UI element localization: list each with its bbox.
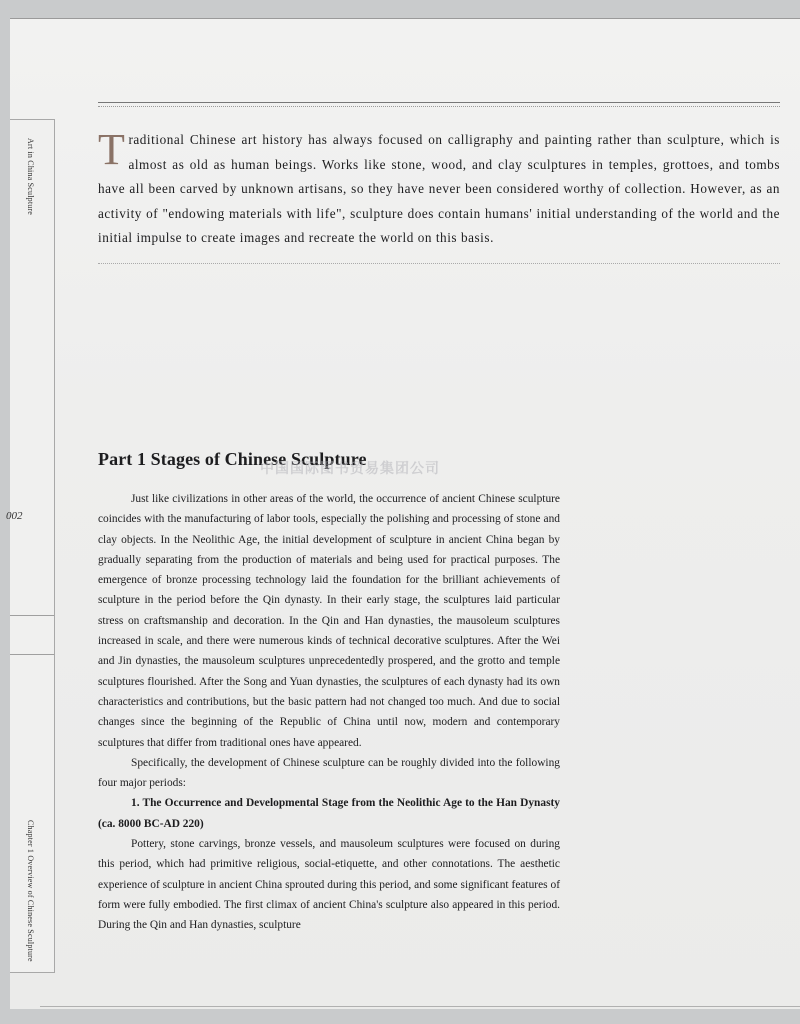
body-paragraph: Specifically, the development of Chinese sculpture can be roughly divided into the following four major periods: [98, 756, 560, 790]
top-rule-dotted [98, 106, 780, 107]
intro-text: raditional Chinese art history has always focused on calligraphy and painting rather than sculpture, which is almost as old as human beings. Works like stone, wood, and clay sculptures in temples, grottoes, and tombs have all been carved by unknown artisans, so they have never been considered worthy of collection. However, as an activity of "endowing materials with life", sculpture does contain humans' initial understanding of the world and the initial impulse to create images and recreate the world on this basis. [98, 132, 780, 246]
margin-strip [10, 119, 55, 973]
section-body [98, 489, 560, 936]
section-heading: Part 1 Stages of Chinese Sculpture [98, 449, 367, 469]
body-paragraph: Pottery, stone carvings, bronze vessels, and mausoleum sculptures were focused on during this period, which had primitive religious, social-etiquette, and other connotations. The aesthetic experience of sculpture in ancient China sprouted during this period, and some significant features of form were fully embodied. The first climax of ancient China's sculpture also appeared in this period. During the Qin and Han dynasties, sculpture [98, 838, 560, 932]
page-number: 002 [6, 510, 23, 522]
watermark: 中国国际图书贸易集团公司 [260, 461, 440, 477]
chapter-title: Chapter 1 Overview of Chinese Sculpture [26, 820, 35, 962]
body-paragraph: Just like civilizations in other areas of the world, the occurrence of ancient Chinese sculpture coincides with the manufacturing of labor tools, especially the polishing and processing of stone and clay objects. In the Neolithic Age, the initial development of sculpture in ancient China began by gradually separating from the production of materials and being used for practical purposes. The emergence of bronze processing technology laid the foundation for the brilliant achievements of sculpture in the period before the Qin dynasty. In their early stage, the sculptures laid particular stress on craftsmanship and decoration. In the Qin and Han dynasties, the mausoleum sculptures increased in scale, and there were numerous kinds of technical decorative sculptures. After the Wei and Jin dynasties, the mausoleum sculptures unprecedentedly prospered, and the grotto and temple sculptures flourished. After the Song and Yuan dynasties, the sculptures of each dynasty had its own characteristics and contributions, but the basic pattern had not changed too much. And due to social changes since the beginning of the Republic of China until now, modern and contemporary sculptures that differ from traditional ones have appeared. [98, 493, 560, 749]
intro-paragraph [98, 125, 780, 251]
top-rule [98, 102, 780, 103]
folio-box [10, 615, 54, 655]
running-head: Art in China Sculpture [26, 138, 35, 216]
intro-rule [98, 263, 780, 264]
drop-cap: T [98, 125, 126, 174]
bottom-rule [40, 1006, 800, 1007]
subheading: 1. The Occurrence and Developmental Stage from the Neolithic Age to the Han Dynasty (ca. 8000 BC-AD 220) [98, 797, 560, 830]
